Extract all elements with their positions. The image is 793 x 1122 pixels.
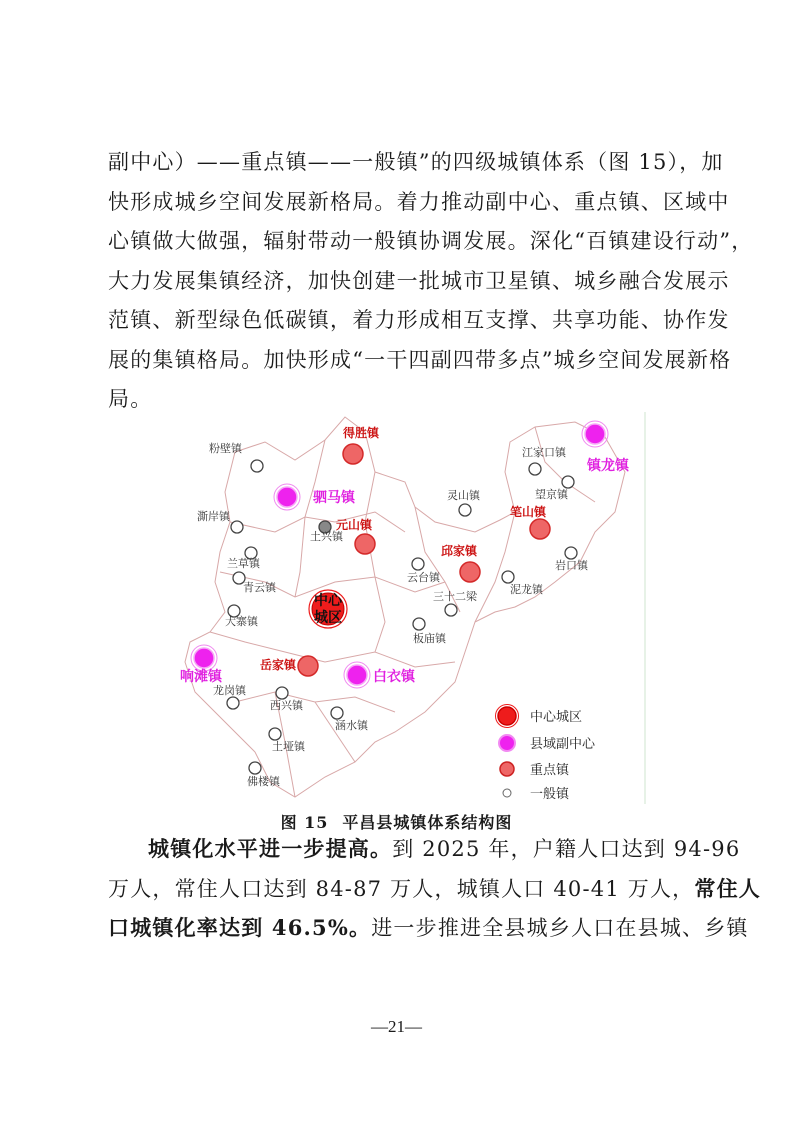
general-town-label: 青云镇 bbox=[243, 581, 276, 594]
sub-center-marker bbox=[194, 648, 214, 668]
text-line: 副中心）——重点镇——一般镇”的四级城镇体系（图 15），加 bbox=[108, 150, 724, 174]
legend-general-marker bbox=[503, 789, 511, 797]
general-town-label: 板庙镇 bbox=[413, 632, 446, 645]
key-town-label: 岳家镇 bbox=[260, 658, 297, 672]
sub-center-label: 镇龙镇 bbox=[587, 458, 629, 474]
general-town-label: 粉壁镇 bbox=[209, 442, 242, 455]
general-town-marker bbox=[227, 697, 239, 709]
text-line: 展的集镇格局。加快形成“一干四副四带多点”城乡空间发展新格 bbox=[108, 347, 732, 372]
key-town-marker bbox=[343, 444, 363, 464]
legend-label-subcenter: 县域副中心 bbox=[530, 737, 596, 752]
map-svg bbox=[175, 412, 655, 804]
text-line: 心镇做大做强，辐射带动一般镇协调发展。深化“百镇建设行动”， bbox=[108, 229, 754, 253]
general-town-label: 岩口镇 bbox=[555, 559, 588, 572]
general-town-marker bbox=[562, 476, 574, 488]
general-town-label: 澌岸镇 bbox=[197, 510, 230, 523]
center-city-label: 城区 bbox=[314, 610, 342, 626]
key-town-marker bbox=[530, 519, 550, 539]
text-segment: 进一步推进全县城乡人口在县城、乡镇 bbox=[371, 916, 749, 940]
key-town-label: 得胜镇 bbox=[343, 426, 380, 440]
legend-label-center: 中心城区 bbox=[530, 710, 583, 725]
general-town-label: 灵山镇 bbox=[447, 489, 480, 502]
text-line bbox=[108, 869, 761, 909]
sub-center-label: 白衣镇 bbox=[373, 669, 415, 685]
paragraph-town-system bbox=[108, 143, 754, 420]
general-town-marker bbox=[565, 547, 577, 559]
general-town-label: 龙岗镇 bbox=[213, 684, 246, 697]
figure-title: 平昌县城镇体系结构图 bbox=[342, 813, 513, 832]
general-town-marker bbox=[445, 604, 457, 616]
general-town-marker bbox=[412, 558, 424, 570]
key-town-label: 邱家镇 bbox=[441, 544, 478, 558]
general-town-marker bbox=[413, 618, 425, 630]
general-town-label: 兰草镇 bbox=[227, 557, 260, 570]
general-town-label: 土垭镇 bbox=[272, 740, 305, 753]
paragraph-urbanization bbox=[108, 829, 761, 948]
legend-center-marker bbox=[498, 707, 516, 725]
general-town-label: 云台镇 bbox=[407, 571, 440, 584]
key-town-marker bbox=[460, 562, 480, 582]
general-town-label: 江家口镇 bbox=[522, 446, 566, 459]
text-line: 快形成城乡空间发展新格局。着力推动副中心、重点镇、区域中 bbox=[108, 189, 730, 214]
legend-keytown-marker bbox=[500, 762, 514, 776]
text-line bbox=[108, 829, 741, 869]
general-town-marker bbox=[231, 521, 243, 533]
map-markers bbox=[180, 421, 630, 788]
general-town-marker bbox=[331, 707, 343, 719]
sub-center-label: 响滩镇 bbox=[180, 669, 222, 685]
general-town-marker bbox=[459, 504, 471, 516]
legend-label-keytown: 重点镇 bbox=[530, 763, 570, 778]
text-line: 大力发展集镇经济，加快创建一批城市卫星镇、城乡融合发展示 bbox=[108, 268, 730, 293]
sub-center-marker bbox=[585, 424, 605, 444]
general-town-marker bbox=[251, 460, 263, 472]
general-town-label: 涵水镇 bbox=[335, 719, 368, 732]
sub-center-marker bbox=[347, 665, 367, 685]
general-town-marker bbox=[276, 687, 288, 699]
map-legend bbox=[496, 705, 597, 803]
key-town-marker bbox=[298, 656, 318, 676]
page-number: —21— bbox=[371, 1017, 422, 1036]
general-town-label: 三十二梁 bbox=[433, 590, 477, 603]
general-town-label: 望京镇 bbox=[535, 488, 568, 501]
legend-subcenter-marker bbox=[499, 735, 515, 751]
text-segment: 到 2025 年，户籍人口达到 94-96 bbox=[392, 837, 741, 861]
bold-text: 城镇化水平进一步提高。 bbox=[148, 836, 393, 861]
general-town-marker bbox=[502, 571, 514, 583]
key-town-label: 元山镇 bbox=[336, 518, 373, 532]
bold-text: 口城镇化率达到 46.5%。 bbox=[108, 915, 372, 940]
general-town-marker bbox=[529, 463, 541, 475]
sub-center-label: 驷马镇 bbox=[313, 490, 355, 506]
text-line: 局。 bbox=[108, 387, 153, 411]
town-system-map bbox=[175, 412, 655, 804]
text-segment: 万人，常住人口达到 84-87 万人，城镇人口 40-41 万人， bbox=[108, 876, 695, 901]
general-town-marker bbox=[269, 728, 281, 740]
general-town-label: 西兴镇 bbox=[270, 699, 303, 712]
legend-label-general: 一般镇 bbox=[530, 787, 570, 802]
general-town-label: 大寨镇 bbox=[225, 615, 258, 628]
text-line: 范镇、新型绿色低碳镇，着力形成相互支撑、共享功能、协作发 bbox=[108, 308, 730, 332]
key-town-marker bbox=[355, 534, 375, 554]
sub-center-marker bbox=[277, 487, 297, 507]
bold-text: 常住人 bbox=[694, 875, 761, 901]
text-line bbox=[108, 908, 749, 948]
figure-number: 图 15 bbox=[280, 813, 329, 832]
general-town-label: 土兴镇 bbox=[310, 530, 343, 543]
general-town-label: 泥龙镇 bbox=[510, 583, 543, 596]
general-town-marker bbox=[249, 762, 261, 774]
center-city-label: 中心 bbox=[314, 593, 342, 609]
general-town-label: 佛楼镇 bbox=[247, 775, 280, 788]
key-town-label: 笔山镇 bbox=[510, 505, 547, 519]
